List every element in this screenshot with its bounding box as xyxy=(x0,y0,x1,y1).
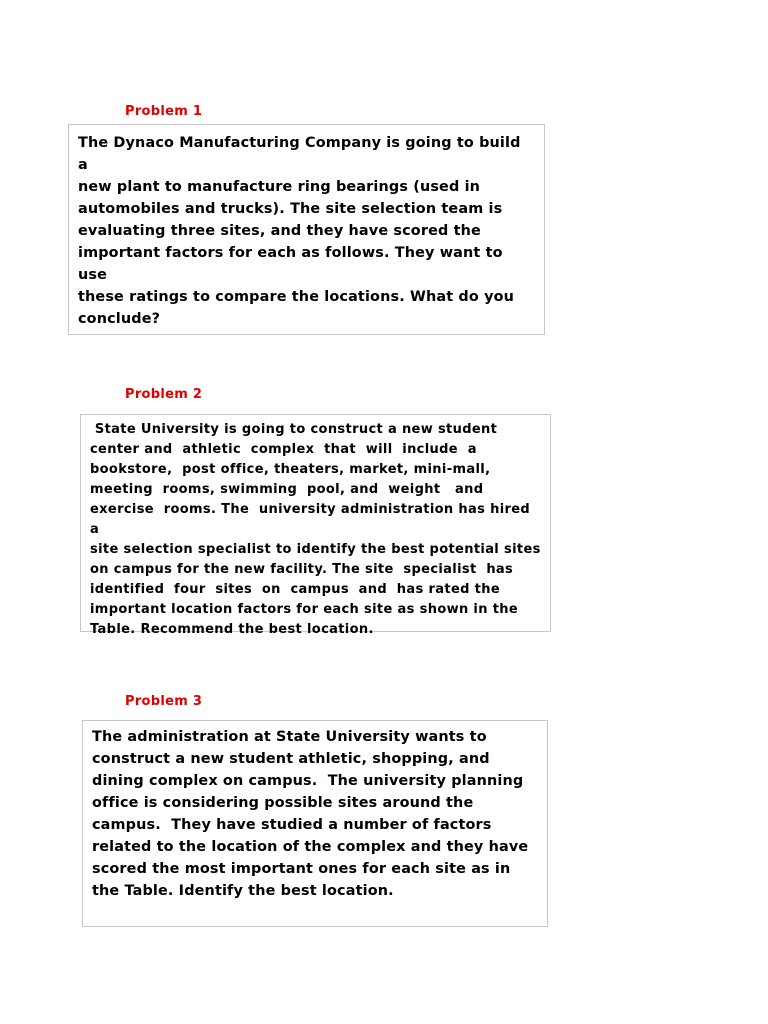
problem-1-heading: Problem 1 xyxy=(125,104,203,119)
problem-2-text: State University is going to construct a new student center and athletic complex that will include a bookstore, post office, theaters, market, mini-mall, meeting rooms, swimming pool, and weight and exercise rooms. The university administration has hired a site selection specialist to identify the best potential sites on campus for the new facility. The site specialist has identified four sites on campus and has rated the important location factors for each site as shown in the Table. Recommend the best location. xyxy=(90,422,541,637)
problem-3-text: The administration at State University wants to construct a new student athletic, shopping, and dining complex on campus. The university planning office is considering possible sites around the campus. They have studied a number of factors related to the location of the complex and they have scored the most important ones for each site as in the Table. Identify the best location. xyxy=(92,729,529,899)
problem-2-box xyxy=(80,414,551,637)
problem-2-heading: Problem 2 xyxy=(125,387,203,402)
problem-1-box xyxy=(68,124,545,335)
problem-3-box xyxy=(82,720,548,927)
problem-1-text: The Dynaco Manufacturing Company is going to build a new plant to manufacture ring bearings (used in automobiles and trucks). The site selection team is evaluating three sites, and they have scored the important factors for each as follows. They want to use these ratings to compare the locations. What do you conclude? xyxy=(78,135,521,327)
problem-3-heading: Problem 3 xyxy=(125,694,203,709)
